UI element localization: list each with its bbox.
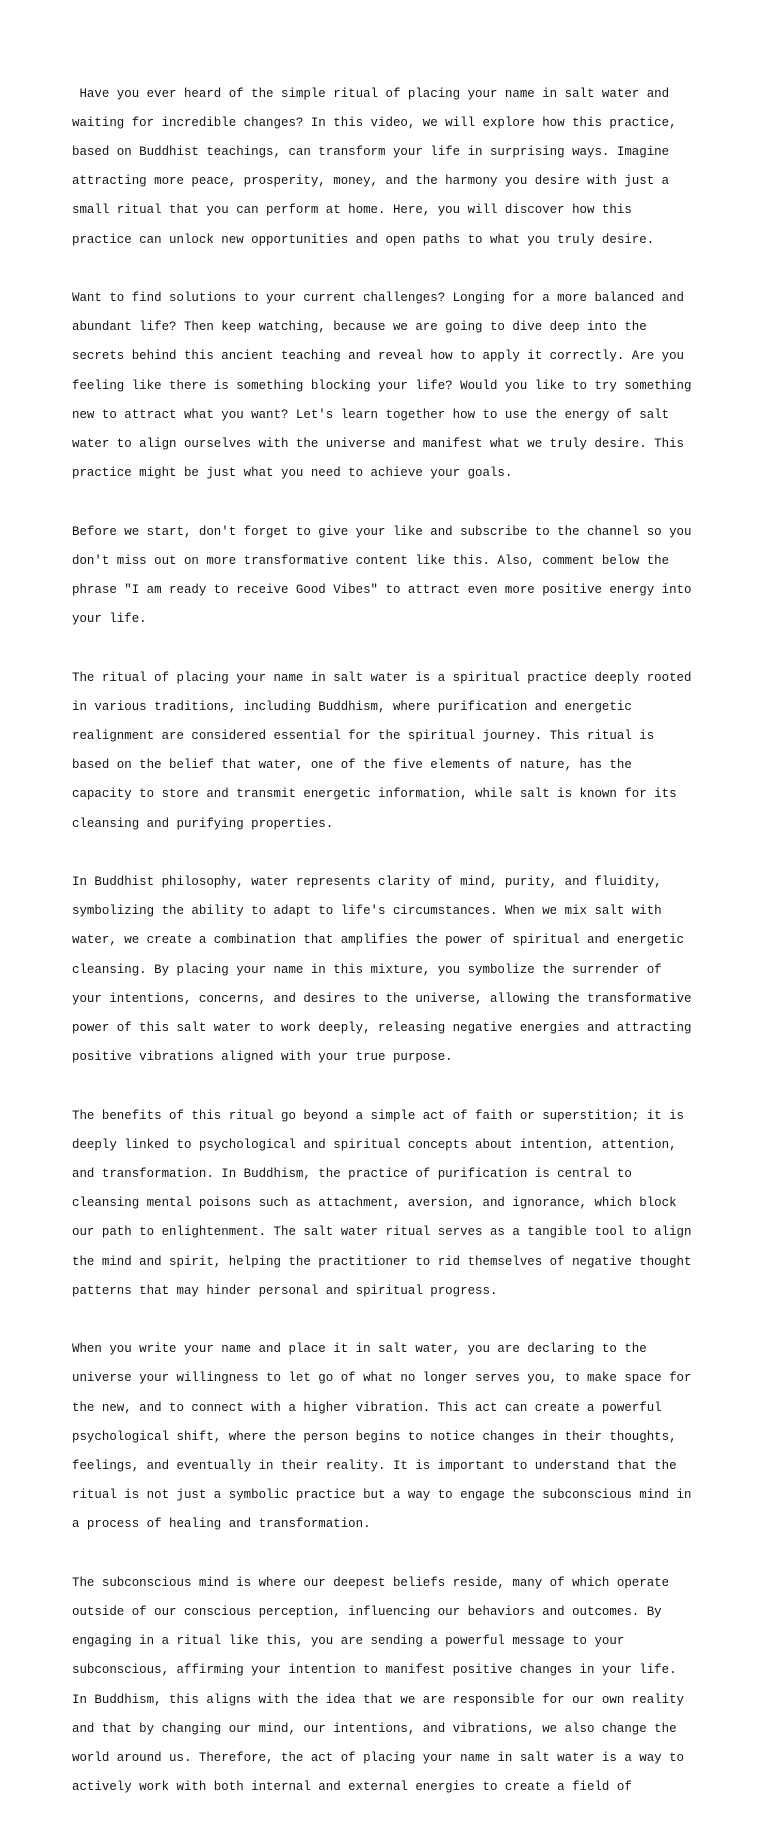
text-line: your intentions, concerns, and desires to the universe, allowing the transformative [72, 991, 692, 1006]
text-line: your life. [72, 612, 147, 627]
text-line: The ritual of placing your name in salt water is a spiritual practice deeply rooted [72, 670, 692, 685]
text-line: cleansing and purifying properties. [72, 816, 334, 831]
text-line: water, we create a combination that amplifies the power of spiritual and energetic [72, 933, 685, 948]
text-line: our path to enlightenment. The salt water ritual serves as a tangible tool to align [72, 1225, 692, 1240]
paragraph-4 [72, 656, 702, 846]
text-line: waiting for incredible changes? In this video, we will explore how this practice, [72, 115, 677, 130]
paragraph-1 [72, 72, 702, 262]
text-line: ritual is not just a symbolic practice but a way to engage the subconscious mind in [72, 1488, 692, 1503]
text-line: psychological shift, where the person begins to notice changes in their thoughts, [72, 1429, 677, 1444]
text-line: practice can unlock new opportunities and open paths to what you truly desire. [72, 232, 655, 247]
text-line: positive vibrations aligned with your true purpose. [72, 1050, 453, 1065]
paragraph-6 [72, 1094, 702, 1313]
text-line: realignment are considered essential for the spiritual journey. This ritual is [72, 729, 655, 743]
text-line: outside of our conscious perception, influencing our behaviors and outcomes. By [72, 1605, 662, 1619]
text-line: In Buddhist philosophy, water represents clarity of mind, purity, and fluidity, [72, 875, 662, 890]
text-line: don't miss out on more transformative content like this. Also, comment below the [72, 553, 670, 568]
text-line: feeling like there is something blocking your life? Would you like to try something [72, 378, 692, 393]
text-line: universe your willingness to let go of what no longer serves you, to make space for [72, 1371, 692, 1386]
text-line: new to attract what you want? Let's learn together how to use the energy of salt [72, 407, 670, 422]
text-line: subconscious, affirming your intention to manifest positive changes in your life. [72, 1663, 677, 1678]
text-line: abundant life? Then keep watching, because we are going to dive deep into the [72, 320, 647, 335]
text-line: a process of healing and transformation. [72, 1517, 371, 1532]
document-page [72, 72, 702, 1824]
text-line: The subconscious mind is where our deepest beliefs reside, many of which operate [72, 1575, 670, 1590]
text-line: Want to find solutions to your current challenges? Longing for a more balanced and [72, 291, 685, 305]
text-line: actively work with both internal and external energies to create a field of [72, 1780, 632, 1795]
text-line: water to align ourselves with the universe and manifest what we truly desire. This [72, 436, 685, 451]
text-line: deeply linked to psychological and spiritual concepts about intention, attention, [72, 1137, 677, 1152]
paragraph-2 [72, 276, 702, 495]
text-line: cleansing. By placing your name in this mixture, you symbolize the surrender of [72, 962, 662, 977]
paragraph-7 [72, 1328, 702, 1547]
text-line: patterns that may hinder personal and spiritual progress. [72, 1283, 498, 1298]
text-line: secrets behind this ancient teaching and reveal how to apply it correctly. Are you [72, 349, 685, 364]
paragraph-8 [72, 1561, 702, 1809]
text-line: attracting more peace, prosperity, money, and the harmony you desire with just a [72, 174, 670, 189]
text-line: engaging in a ritual like this, you are sending a powerful message to your [72, 1634, 625, 1649]
paragraph-5 [72, 860, 702, 1079]
text-line: practice might be just what you need to achieve your goals. [72, 466, 513, 481]
text-line: based on Buddhist teachings, can transform your life in surprising ways. Imagine [72, 144, 670, 159]
text-line: When you write your name and place it in salt water, you are declaring to the [72, 1342, 647, 1357]
text-line: and that by changing our mind, our intentions, and vibrations, we also change the [72, 1721, 677, 1736]
text-line: symbolizing the ability to adapt to life's circumstances. When we mix salt with [72, 904, 662, 919]
text-line: and transformation. In Buddhism, the practice of purification is central to [72, 1167, 632, 1181]
text-line: feelings, and eventually in their reality. It is important to understand that the [72, 1458, 677, 1473]
text-line: Before we start, don't forget to give your like and subscribe to the channel so you [72, 524, 692, 539]
text-line: the new, and to connect with a higher vibration. This act can create a powerful [72, 1400, 662, 1415]
text-line: Have you ever heard of the simple ritual of placing your name in salt water and [72, 86, 670, 101]
text-line: the mind and spirit, helping the practitioner to rid themselves of negative thought [72, 1254, 692, 1269]
text-line: In Buddhism, this aligns with the idea that we are responsible for our own reality [72, 1692, 685, 1707]
text-line: based on the belief that water, one of the five elements of nature, has the [72, 758, 632, 773]
text-line: cleansing mental poisons such as attachment, aversion, and ignorance, which block [72, 1196, 677, 1211]
text-line: small ritual that you can perform at home. Here, you will discover how this [72, 203, 632, 218]
text-line: capacity to store and transmit energetic information, while salt is known for its [72, 787, 677, 802]
text-line: in various traditions, including Buddhism, where purification and energetic [72, 699, 632, 714]
paragraph-3 [72, 510, 702, 641]
text-line: power of this salt water to work deeply, releasing negative energies and attracting [72, 1020, 692, 1035]
text-line: The benefits of this ritual go beyond a simple act of faith or superstition; it is [72, 1108, 685, 1123]
text-line: phrase "I am ready to receive Good Vibes" to attract even more positive energy into [72, 582, 692, 597]
text-line: world around us. Therefore, the act of placing your name in salt water is a way to [72, 1750, 685, 1765]
